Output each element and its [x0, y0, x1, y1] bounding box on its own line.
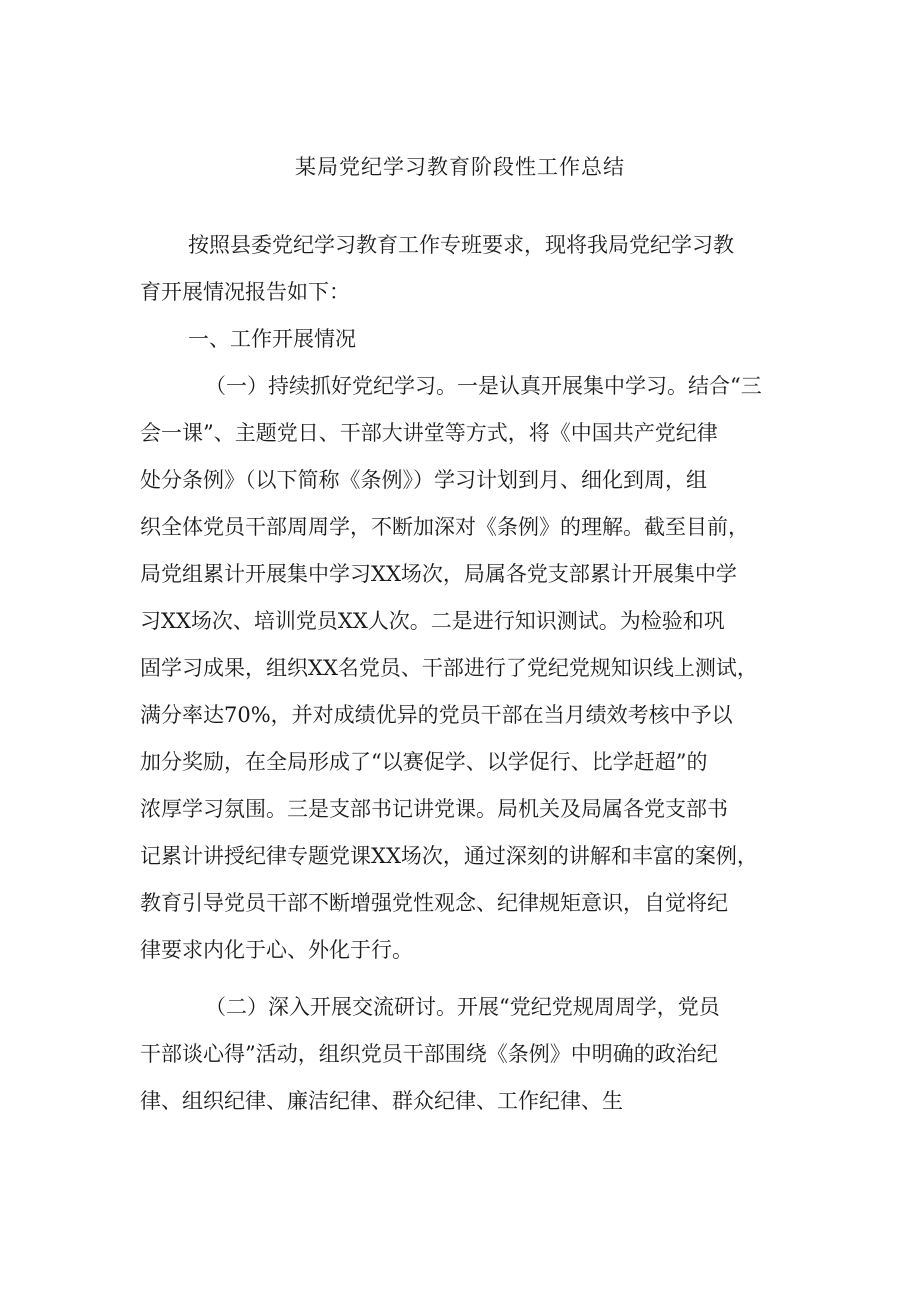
- paragraph-line: 律、组织纪律、廉洁纪律、群众纪律、工作纪律、生: [140, 1089, 623, 1113]
- intro-line-1: 按照县委党纪学习教育工作专班要求，现将我局党纪学习教: [188, 233, 734, 257]
- paragraph-line: 满分率达70%，并对成绩优异的党员干部在当月绩效考核中予以: [140, 703, 733, 727]
- document-title: 某局党纪学习教育阶段性工作总结: [295, 155, 625, 179]
- paragraph-line: 教育引导党员干部不断增强党性观念、纪律规矩意识，自觉将纪: [140, 891, 728, 915]
- section-heading: 一、工作开展情况: [188, 327, 356, 351]
- paragraph-line: 干部谈心得”活动，组织党员干部围绕《条例》中明确的政治纪: [140, 1042, 718, 1066]
- intro-line-2: 育开展情况报告如下：: [140, 280, 350, 304]
- paragraph-line: （二）深入开展交流研讨。开展“党纪党规周周学，党员: [205, 995, 720, 1019]
- paragraph-line: 固学习成果，组织XX名党员、干部进行了党纪党规知识线上测试，: [140, 656, 758, 680]
- paragraph-line: 局党组累计开展集中学习XX场次，局属各党支部累计开展集中学: [140, 562, 737, 586]
- paragraph-line: 会一课”、主题党日、干部大讲堂等方式，将《中国共产党纪律: [140, 421, 718, 445]
- paragraph-line: 律要求内化于心、外化于行。: [140, 938, 413, 962]
- paragraph-line: 加分奖励，在全局形成了“以赛促学、以学促行、比学赶超”的: [140, 750, 708, 774]
- paragraph-line: 习XX场次、培训党员XX人次。二是进行知识测试。为检验和巩: [140, 609, 725, 633]
- paragraph-line: 处分条例》（以下简称《条例》）学习计划到月、细化到周，组: [140, 468, 707, 492]
- paragraph-line: 浓厚学习氛围。三是支部书记讲党课。局机关及局属各党支部书: [140, 797, 728, 821]
- paragraph-line: （一）持续抓好党纪学习。一是认真开展集中学习。结合“三: [205, 374, 762, 398]
- paragraph-line: 记累计讲授纪律专题党课XX场次，通过深刻的讲解和丰富的案例，: [140, 844, 758, 868]
- paragraph-line: 织全体党员干部周周学，不断加深对《条例》的理解。截至目前，: [140, 515, 749, 539]
